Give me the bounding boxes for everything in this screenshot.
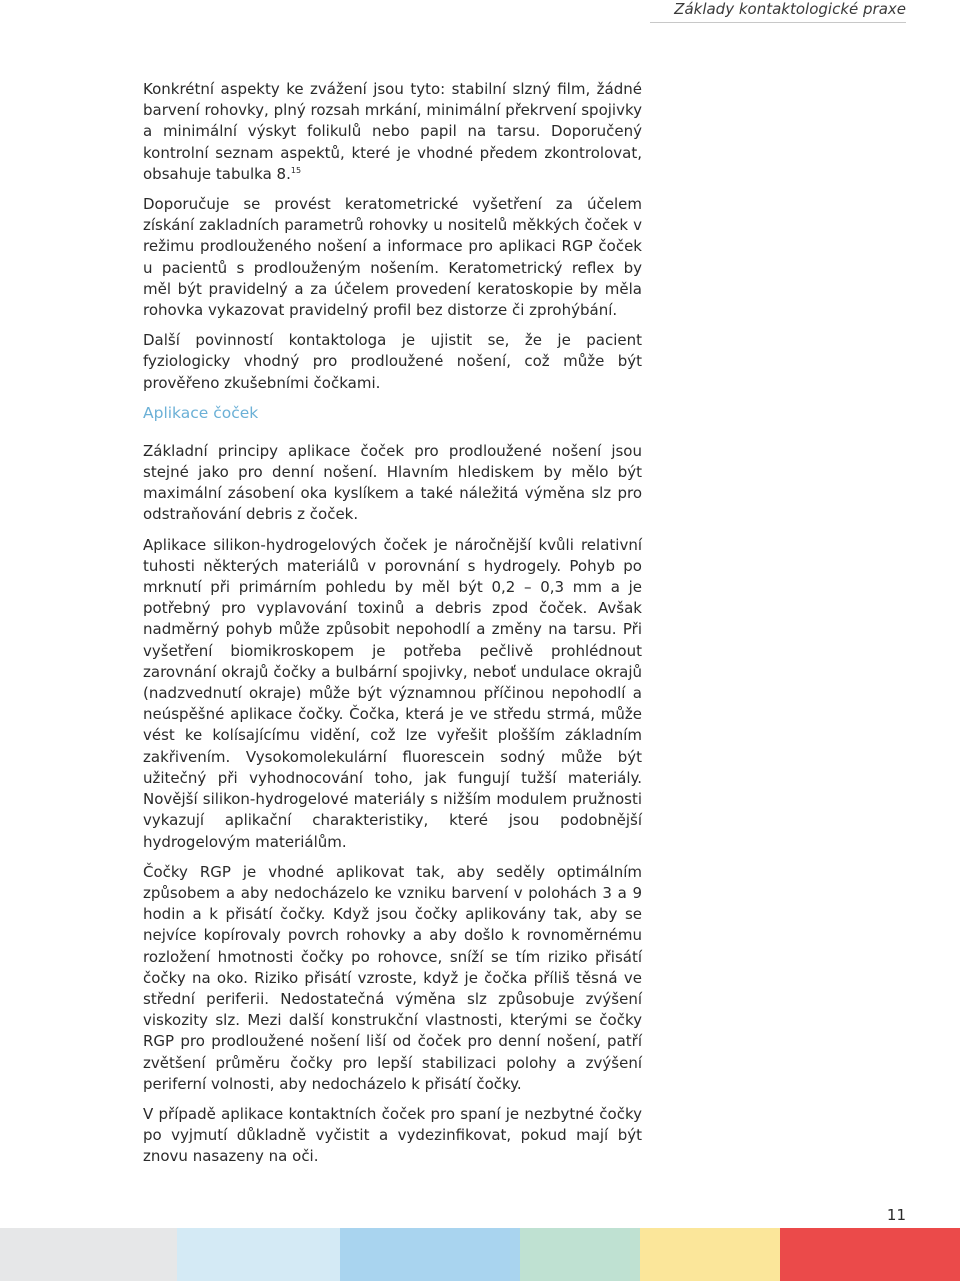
running-header: Základy kontaktologické praxe [674,0,906,18]
paragraph-text: Konkrétní aspekty ke zvážení jsou tyto: stabilní slzný film, žádné barvení rohovky, plný rozsah mrkání, minimální překrvení spojivky a minimální výskyt folikulů nebo papil na tarsu. Doporučený kontrolní seznam aspektů, které je vhodné předem zkontrolovat, obsahuje tabulka 8. [143,80,642,183]
paragraph-practitioner-duty: Další povinností kontaktologa je ujistit se, že je pacient fyziologicky vhodný pro prodloužené nošení, což může být prověřeno zkušebními čočkami. [143,331,642,392]
paragraph-rgp: Čočky RGP je vhodné aplikovat tak, aby seděly optimálním způsobem a aby nedocházelo ke vzniku barvení v polohách 3 a 9 hodin a k přisátí čočky. Když jsou čočky aplikovány tak, aby se nejvíce kopírovaly povrch rohovky a aby došlo k rovnoměrnému rozložení hmotnosti čočky po rohovce, sníží se tím riziko přisátí čočky na oko. Riziko přisátí vzroste, když je čočka příliš těsná ve střední periferii. Nedostatečná výměna slz způsobuje zvýšení viskozity slz. Mezi další konstrukční vlastnosti, kterými se čočky RGP pro prodloužené nošení liší od čoček pro denní nošení, patří zvětšení průměru čočky pro lepší stabilizaci polohy a zvýšení periferní volnosti, aby nedocházelo k přisátí čočky. [143,862,642,1093]
paragraph-sleep-wear: V případě aplikace kontaktních čoček pro spaní je nezbytné čočky po vyjmutí důkladně vyčistit a vydezinfikovat, pokud mají být znovu nasazeny na oči. [143,1104,642,1166]
color-band-segment [177,1228,340,1281]
page-content [143,79,642,1177]
page-number: 11 [886,1206,906,1224]
color-band-segment [340,1228,520,1281]
paragraph-keratometry: Doporučuje se provést keratometrické vyšetření za účelem získání zakladních parametrů rohovky u nositelů měkkých čoček v režimu prodlouženého nošení a informace pro aplikaci RGP čoček u pacientů s prodlouženým nošením. Keratometrický reflex by měl být pravidelný a za účelem provedení keratoskopie by měla rohovka vykazovat pravidelný profil bez distorze či zprohýbání. [143,195,642,320]
section-heading: Aplikace čoček [143,403,259,422]
header-divider [650,22,906,23]
paragraph-principles: Základní principy aplikace čoček pro prodloužené nošení jsou stejné jako pro denní nošení. Hlavním hlediskem by mělo být maximální zásobení oka kyslíkem a také náležitá výměna slz pro odstraňování debris z čoček. [143,441,642,524]
color-band-segment [0,1228,177,1281]
paragraph-aspects [143,79,642,185]
color-band-segment [780,1228,960,1281]
color-band-segment [520,1228,640,1281]
reference-superscript: 15 [290,165,302,175]
color-band-segment [640,1228,780,1281]
footer-color-band [0,1228,960,1281]
paragraph-silicone-hydrogel: Aplikace silikon-hydrogelových čoček je náročnější kvůli relativní tuhosti některých materiálů v porovnání s hydrogely. Pohyb po mrknutí při primárním pohledu by měl být 0,2 – 0,3 mm a je potřebný pro vyplavování toxinů a debris zpod čoček. Avšak nadměrný pohyb může způsobit nepohodlí a změny na tarsu. Při vyšetření biomikroskopem je potřeba pečlivě prohlédnout zarovnání okrajů čočky a bulbární spojivky, neboť undulace okrajů (nadzvednutí okraje) může být významnou příčinou nepohodlí a neúspěšné aplikace čočky. Čočka, která je ve středu strmá, může vést ke kolísajícímu vidění, což lze vyřešit plošším základním zakřivením. Vysokomolekulární fluorescein sodný může být užitečný při vyhodnocování toho, jak fungují tužší materiály. Novější silikon-hydrogelové materiály s nižším modulem pružnosti vykazují aplikační charakteristiky, které jsou podobnější hydrogelovým materiálům. [143,535,642,851]
